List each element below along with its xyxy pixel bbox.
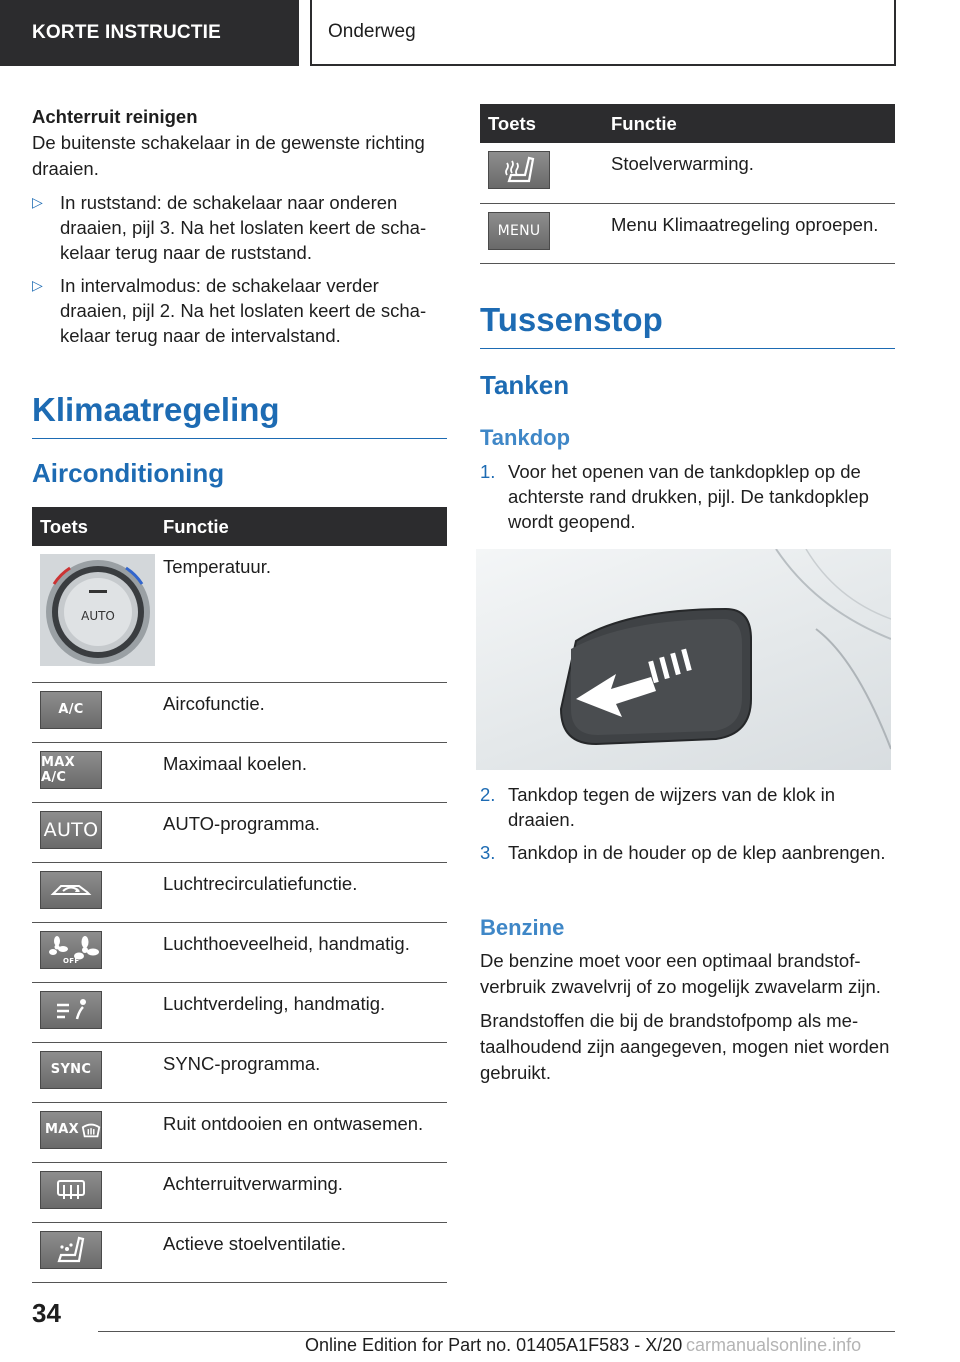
table-row xyxy=(32,546,447,682)
function-cell: AUTO-programma. xyxy=(155,802,447,862)
table-row xyxy=(32,1042,447,1102)
chapter-tab xyxy=(310,0,896,66)
watermark: carmanualsonline.info xyxy=(686,1335,862,1355)
section-tab xyxy=(0,0,299,66)
auto-button-icon: AUTO xyxy=(40,811,102,849)
key-column-header: Toets xyxy=(480,104,603,143)
ac-button-icon: A/C xyxy=(40,691,102,729)
table-header-row xyxy=(32,507,447,546)
max-ac-button-icon: MAX A/C xyxy=(40,751,102,789)
bullet-item xyxy=(32,273,447,348)
edition-text: Online Edition for Part no. 01405A1F583 - X/20 xyxy=(305,1335,683,1355)
bullet-item xyxy=(32,190,447,265)
triangle-bullet-icon: ▷ xyxy=(32,194,43,210)
triangle-bullet-icon: ▷ xyxy=(32,277,43,293)
svg-text:OFF: OFF xyxy=(63,956,80,965)
bullet-text: In ruststand: de schakelaar naar onderen draaien, pijl 3. Na het loslaten keert de schakelaar terug naar de ruststand. xyxy=(60,192,427,263)
step-item xyxy=(480,840,895,865)
table-row xyxy=(32,862,447,922)
petrol-paragraph: De benzine moet voor een optimaal brandstofverbruik zwavelvrij of zo mogelijk zwavelarm zijn. xyxy=(480,950,881,997)
step-number: 2. xyxy=(480,784,496,805)
climate-keys-table xyxy=(32,507,447,1283)
sync-button-icon: SYNC xyxy=(40,1051,102,1089)
key-column-header: Toets xyxy=(32,507,155,546)
seat-ventilation-icon xyxy=(40,1231,102,1269)
function-cell: SYNC-programma. xyxy=(155,1042,447,1102)
page-number: 34 xyxy=(32,1298,61,1328)
refuel-heading: Tanken xyxy=(480,370,570,400)
rear-wiper-text: De buitenste schakelaar in de gewenste richting draaien. xyxy=(32,132,425,179)
petrol-heading: Benzine xyxy=(480,915,565,940)
step-item xyxy=(480,459,895,534)
function-cell: Luchtrecirculatiefunctie. xyxy=(155,862,447,922)
seat-heating-icon xyxy=(488,151,550,189)
rear-window-heating-icon xyxy=(40,1171,102,1209)
function-cell: Achterruitverwarming. xyxy=(155,1162,447,1222)
air-distribution-icon xyxy=(40,991,102,1029)
table-row xyxy=(32,802,447,862)
table-row xyxy=(32,1102,447,1162)
rear-wiper-title: Achterruit reinigen xyxy=(32,106,198,127)
table-row xyxy=(32,1222,447,1282)
function-cell: Stoelverwarming. xyxy=(603,143,895,203)
function-column-header: Functie xyxy=(603,104,895,143)
fuel-cap-heading: Tankdop xyxy=(480,425,571,450)
table-row xyxy=(32,682,447,742)
function-cell: Luchthoeveelheid, handmatig. xyxy=(155,922,447,982)
petrol-paragraph: Brandstoffen die bij de brandstofpomp als metaalhoudend zijn aangegeven, mogen niet worden gebruikt. xyxy=(480,1010,890,1083)
function-cell: Menu Klimaatregeling oproepen. xyxy=(603,203,895,263)
table-header-row xyxy=(480,104,895,143)
table-row xyxy=(480,203,895,263)
seat-keys-table xyxy=(480,104,895,264)
stop-heading: Tussenstop xyxy=(480,300,895,349)
function-cell: Ruit ontdooien en ontwasemen. xyxy=(155,1102,447,1162)
function-cell: Actieve stoelventilatie. xyxy=(155,1222,447,1282)
table-row xyxy=(32,742,447,802)
menu-button-icon: MENU xyxy=(488,212,550,250)
climate-knob-icon xyxy=(40,554,155,666)
step-number: 1. xyxy=(480,461,496,482)
step-number: 3. xyxy=(480,842,496,863)
bullet-text: In intervalmodus: de schakelaar verder draaien, pijl 2. Na het loslaten keert de schakelaar terug naar de intervalstand. xyxy=(60,275,427,346)
step-text: Tankdop tegen de wijzers van de klok in draaien. xyxy=(508,784,836,830)
step-item xyxy=(480,782,895,832)
ac-heading: Airconditioning xyxy=(32,458,225,488)
function-cell: Aircofunctie. xyxy=(155,682,447,742)
table-row xyxy=(480,143,895,203)
recirculation-icon xyxy=(40,871,102,909)
table-row xyxy=(32,922,447,982)
function-column-header: Functie xyxy=(155,507,447,546)
function-cell: Temperatuur. xyxy=(155,546,447,682)
fuel-flap-image xyxy=(476,549,891,770)
table-row xyxy=(32,1162,447,1222)
step-text: Voor het openen van de tankdopklep op de achterste rand drukken, pijl. De tankdopklep wordt geopend. xyxy=(508,461,869,532)
step-text: Tankdop in de houder op de klep aanbrengen. xyxy=(508,842,886,863)
max-defrost-label: MAX xyxy=(45,1122,79,1137)
climate-heading: Klimaatregeling xyxy=(32,390,447,439)
chapter-title: Onderweg xyxy=(328,21,416,42)
section-title: KORTE INSTRUCTIE xyxy=(32,22,221,43)
function-cell: Maximaal koelen. xyxy=(155,742,447,802)
max-defrost-icon xyxy=(40,1111,102,1149)
svg-text:AUTO: AUTO xyxy=(81,609,115,623)
function-cell: Luchtverdeling, handmatig. xyxy=(155,982,447,1042)
fan-icon xyxy=(40,931,102,969)
footer-divider xyxy=(98,1331,895,1332)
table-row xyxy=(32,982,447,1042)
